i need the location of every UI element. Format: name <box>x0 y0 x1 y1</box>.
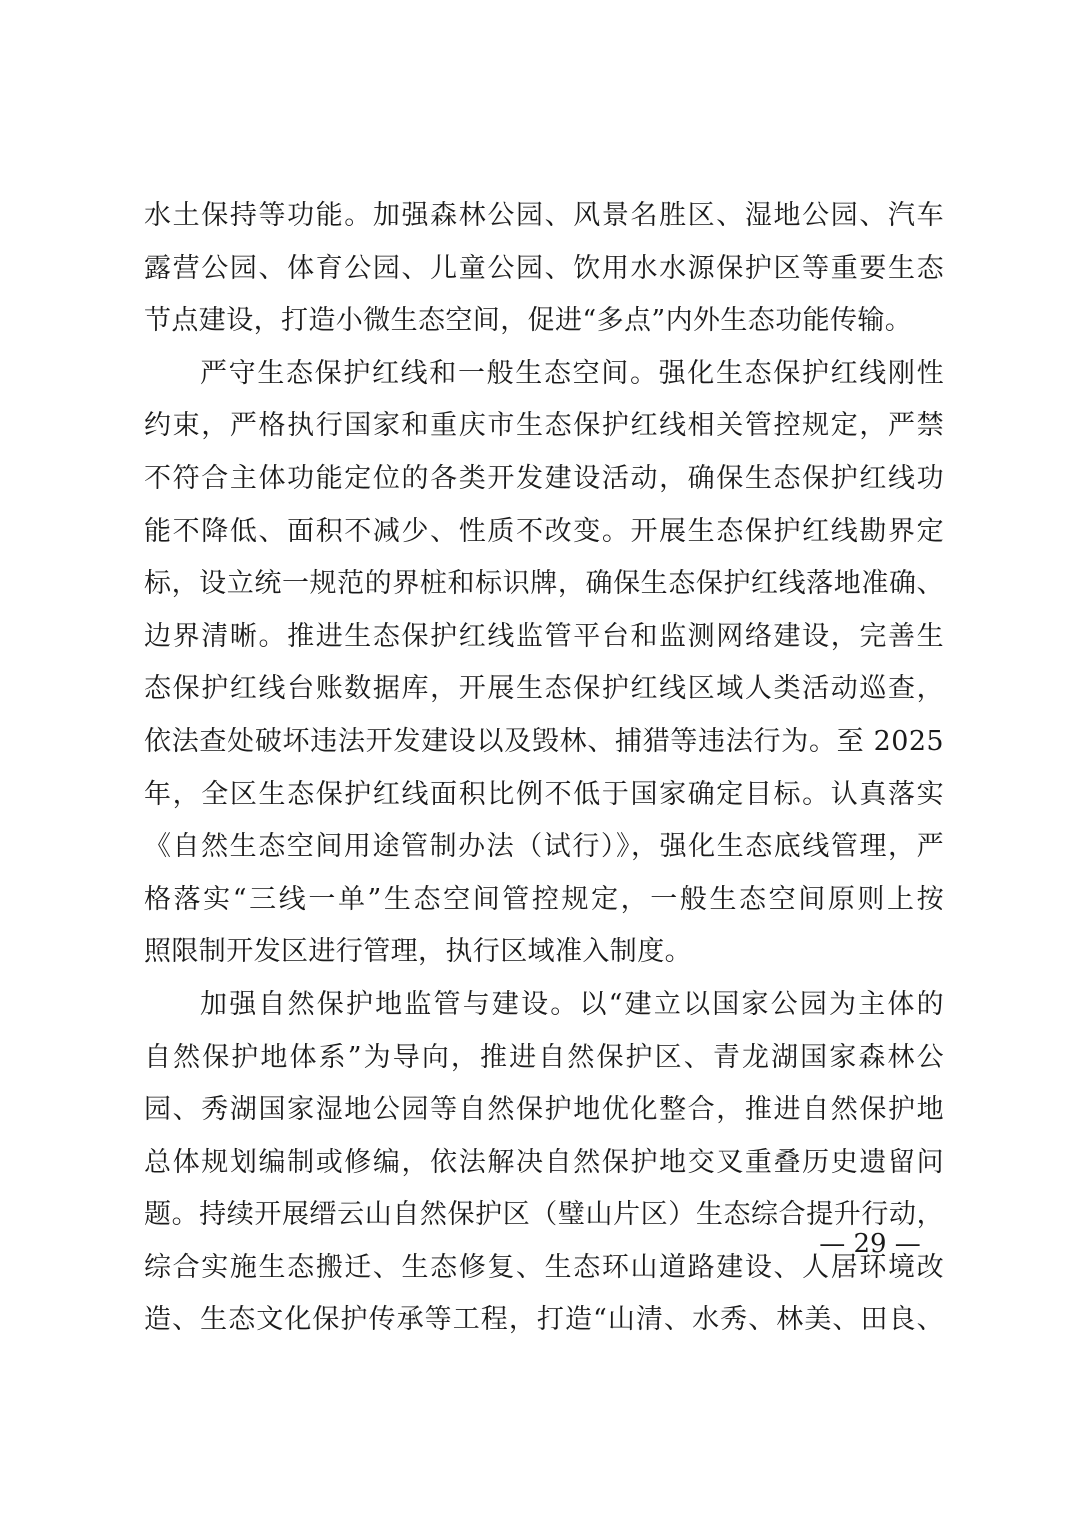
text-line: 能不降低、面积不减少、性质不改变。开展生态保护红线勘界定 <box>144 515 944 547</box>
text-line: 露营公园、体育公园、儿童公园、饮用水水源保护区等重要生态 <box>144 252 944 284</box>
text-line: 自然保护地体系”为导向，推进自然保护区、青龙湖国家森林公 <box>144 1041 944 1073</box>
text-line: 约束，严格执行国家和重庆市生态保护红线相关管控规定，严禁 <box>144 410 944 442</box>
text-line: 年，全区生态保护红线面积比例不低于国家确定目标。认真落实 <box>144 778 944 810</box>
text-line: 格落实“三线一单”生态空间管控规定，一般生态空间原则上按 <box>144 883 944 915</box>
text-line: 《自然生态空间用途管制办法（试行）》，强化生态底线管理，严 <box>144 831 944 863</box>
paragraph-ecological-nodes <box>144 190 944 348</box>
text-line: 总体规划编制或修编，依法解决自然保护地交叉重叠历史遗留问 <box>144 1146 944 1178</box>
paragraph-red-line <box>144 348 944 979</box>
text-line: 不符合主体功能定位的各类开发建设活动，确保生态保护红线功 <box>144 462 944 494</box>
text-line: 标，设立统一规范的界桩和标识牌，确保生态保护红线落地准确、 <box>144 568 944 600</box>
text-line: 加强自然保护地监管与建设。以“建立以国家公园为主体的 <box>200 988 944 1020</box>
paragraph-nature-reserves <box>144 979 944 1347</box>
text-line: 题。持续开展缙云山自然保护区（璧山片区）生态综合提升行动， <box>144 1199 944 1231</box>
text-line: 照限制开发区进行管理，执行区域准入制度。 <box>144 936 692 968</box>
text-line: 水土保持等功能。加强森林公园、风景名胜区、湿地公园、汽车 <box>144 200 944 231</box>
text-line: 依法查处破坏违法开发建设以及毁林、捕猎等违法行为。至 2025 <box>144 725 944 757</box>
text-line: 严守生态保护红线和一般生态空间。强化生态保护红线刚性 <box>200 357 944 389</box>
text-line: 边界清晰。推进生态保护红线监管平台和监测网络建设，完善生 <box>144 620 944 652</box>
page-number: — 29 — <box>819 1229 921 1259</box>
text-line: 造、生态文化保护传承等工程，打造“山清、水秀、林美、田良、 <box>144 1304 944 1336</box>
text-line: 综合实施生态搬迁、生态修复、生态环山道路建设、人居环境改 <box>144 1251 944 1283</box>
body-text <box>144 190 944 1347</box>
text-line: 节点建设，打造小微生态空间，促进“多点”内外生态功能传输。 <box>144 305 913 337</box>
text-line: 态保护红线台账数据库，开展生态保护红线区域人类活动巡查， <box>144 673 944 705</box>
text-line: 园、秀湖国家湿地公园等自然保护地优化整合，推进自然保护地 <box>144 1094 944 1126</box>
